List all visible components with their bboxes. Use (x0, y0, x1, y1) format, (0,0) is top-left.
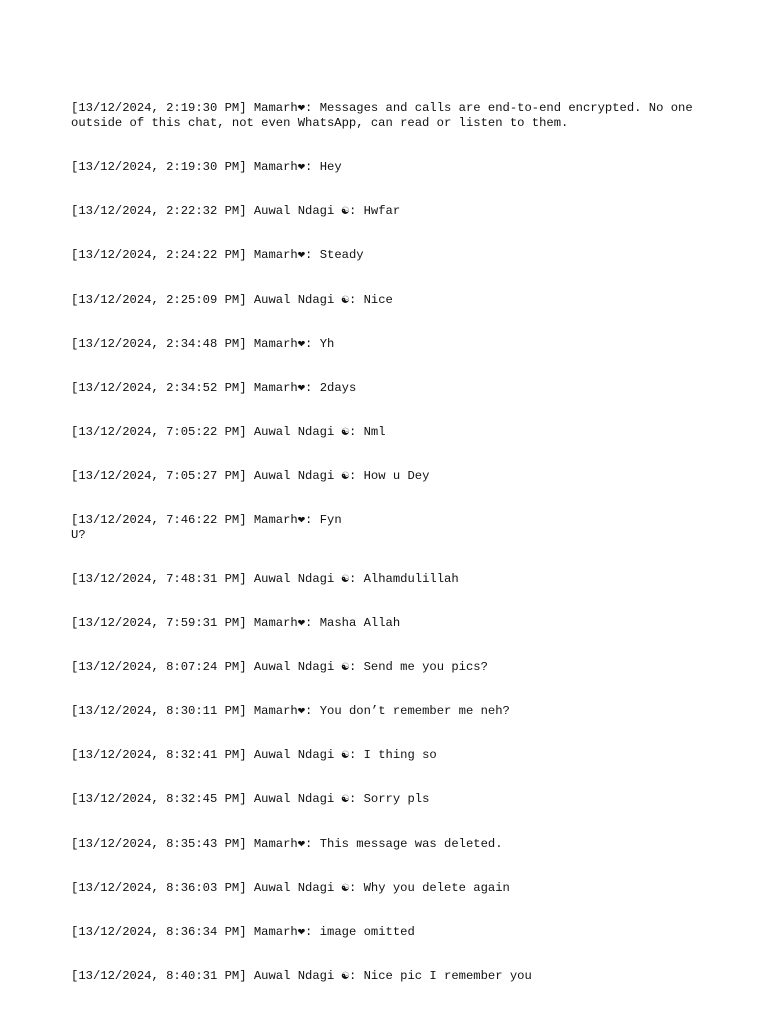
message-line: [13/12/2024, 2:24:22 PM] Mamarh❤: Steady (71, 248, 364, 263)
message-line: [13/12/2024, 8:32:41 PM] Auwal Ndagi ☯: I thing so (71, 748, 437, 763)
message-line: [13/12/2024, 8:40:31 PM] Auwal Ndagi ☯: Nice pic I remember you (71, 968, 532, 983)
message-line: [13/12/2024, 2:19:30 PM] Mamarh❤: Messages and calls are end-to-end encrypted. No one outside of this chat, not even WhatsApp, can read or listen to them. (71, 101, 701, 131)
message-line: [13/12/2024, 8:36:03 PM] Auwal Ndagi ☯: Why you delete again (71, 880, 510, 895)
message-line: [13/12/2024, 7:48:31 PM] Auwal Ndagi ☯: Alhamdulillah (71, 571, 459, 586)
message-line: [13/12/2024, 2:34:48 PM] Mamarh❤: Yh (71, 336, 335, 351)
message-line: [13/12/2024, 7:46:22 PM] Mamarh❤: Fyn U? (71, 513, 342, 542)
message-line: [13/12/2024, 2:34:52 PM] Mamarh❤: 2days (71, 380, 357, 395)
message-line: [13/12/2024, 2:22:32 PM] Auwal Ndagi ☯: Hwfar (71, 204, 401, 219)
message-line: [13/12/2024, 8:32:45 PM] Auwal Ndagi ☯: Sorry pls (71, 792, 430, 807)
message-line: [13/12/2024, 7:59:31 PM] Mamarh❤: Masha Allah (71, 616, 401, 631)
message-line: [13/12/2024, 8:36:34 PM] Mamarh❤: image omitted (71, 924, 415, 939)
chat-transcript (71, 72, 701, 998)
message-line: [13/12/2024, 2:25:09 PM] Auwal Ndagi ☯: Nice (71, 292, 393, 307)
message-line: [13/12/2024, 2:19:30 PM] Mamarh❤: Hey (71, 160, 342, 175)
message-line: [13/12/2024, 8:30:11 PM] Mamarh❤: You don’t remember me neh? (71, 704, 510, 719)
message-line: [13/12/2024, 7:05:22 PM] Auwal Ndagi ☯: Nml (71, 424, 386, 439)
message-line: [13/12/2024, 8:35:43 PM] Mamarh❤: This message was deleted. (71, 836, 503, 851)
message-line: [13/12/2024, 7:05:27 PM] Auwal Ndagi ☯: How u Dey (71, 468, 430, 483)
message-line: [13/12/2024, 8:07:24 PM] Auwal Ndagi ☯: Send me you pics? (71, 660, 488, 675)
